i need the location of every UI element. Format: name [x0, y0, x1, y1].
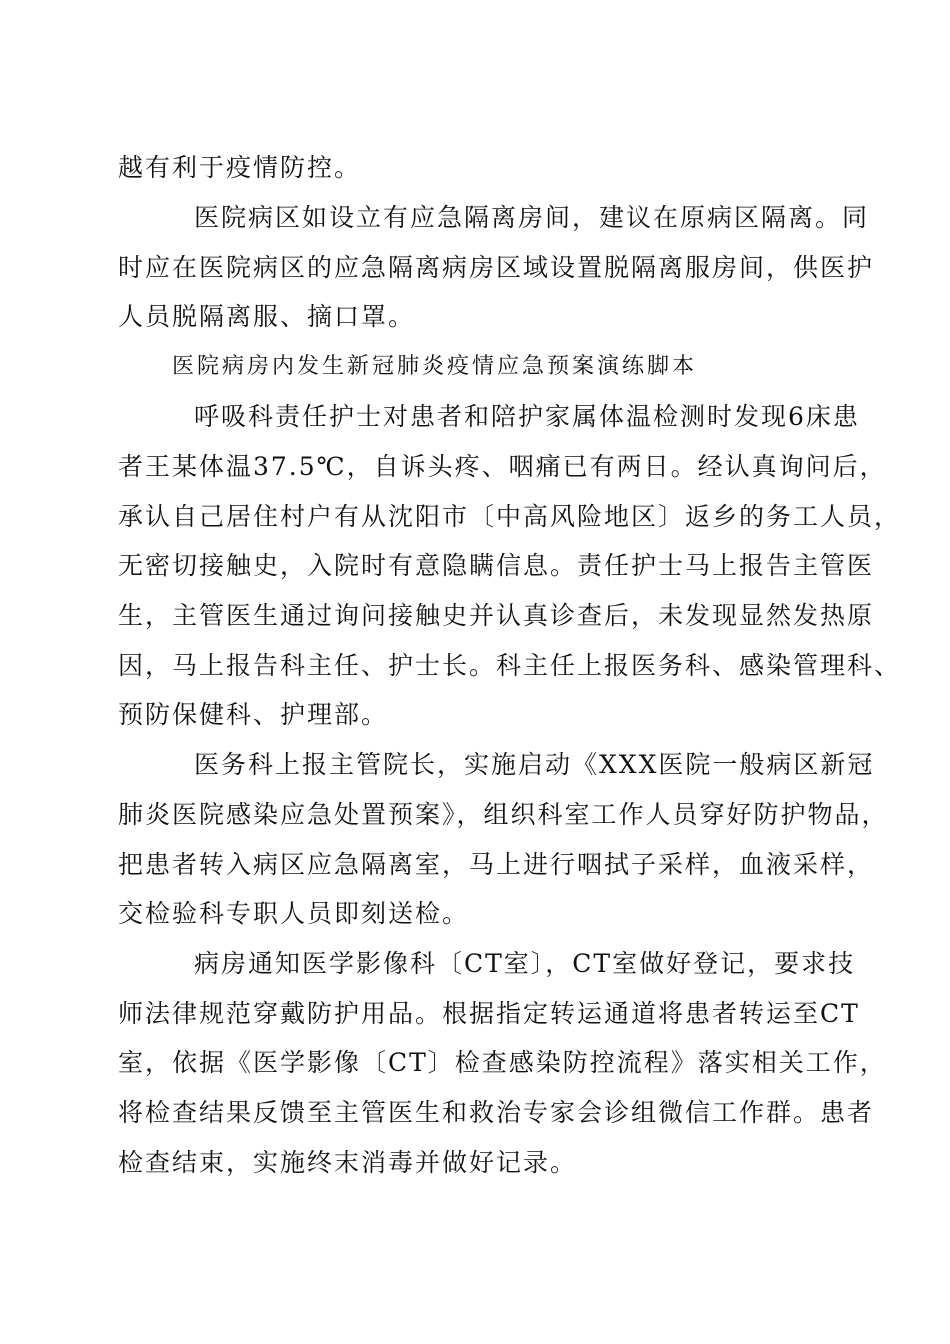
- paragraph-line: 医务科上报主管院长，实施启动《XXX医院一般病区新冠: [194, 750, 875, 779]
- paragraph-line: 病房通知医学影像科〔CT室〕，CT室做好登记，要求技: [194, 949, 856, 978]
- paragraph-line: 检查结束，实施终末消毒并做好记录。: [118, 1148, 578, 1177]
- paragraph-line: 因，马上报告科主任、护士长。科主任上报医务科、感染管理科、: [118, 651, 902, 680]
- paragraph-line: 呼吸科责任护士对患者和陪护家属体温检测时发现6床患: [194, 402, 860, 431]
- paragraph-line: 室，依据《医学影像〔CT〕检查感染防控流程》落实相关工作，: [118, 1048, 887, 1077]
- paragraph-line: 肺炎医院感染应急处置预案》，组织科室工作人员穿好防护物品，: [118, 800, 889, 829]
- paragraph-line: 把患者转入病区应急隔离室，马上进行咽拭子采样，血液采样，: [118, 850, 875, 879]
- paragraph-line: 师法律规范穿戴防护用品。根据指定转运通道将患者转运至CT: [118, 999, 860, 1028]
- paragraph-line: 时应在医院病区的应急隔离病房区域设置脱隔离服房间，供医护: [118, 253, 875, 282]
- paragraph-line: 预防保健科、护理部。: [118, 700, 389, 729]
- paragraph-line: 生，主管医生通过询问接触史并认真诊查后，未发现显然发热原: [118, 601, 875, 630]
- paragraph-line: 越有利于疫情防控。: [118, 153, 362, 182]
- paragraph-line: 医院病区如设立有应急隔离房间，建议在原病区隔离。同: [194, 203, 870, 232]
- paragraph-line: 者王某体温37.5℃，自诉头疼、咽痛已有两日。经认真询问后，: [118, 452, 887, 481]
- paragraph-line: 承认自己居住村户有从沈阳市〔中高风险地区〕返乡的务工人员，: [118, 502, 902, 531]
- section-heading: 医院病房内发生新冠肺炎疫情应急预案演练脚本: [172, 354, 698, 379]
- paragraph-line: 将检查结果反馈至主管医生和救治专家会诊组微信工作群。患者: [118, 1098, 875, 1127]
- paragraph-line: 交检验科专职人员即刻送检。: [118, 899, 470, 928]
- paragraph-line: 无密切接触史，入院时有意隐瞒信息。责任护士马上报告主管医: [118, 551, 875, 580]
- paragraph-line: 人员脱隔离服、摘口罩。: [118, 302, 416, 331]
